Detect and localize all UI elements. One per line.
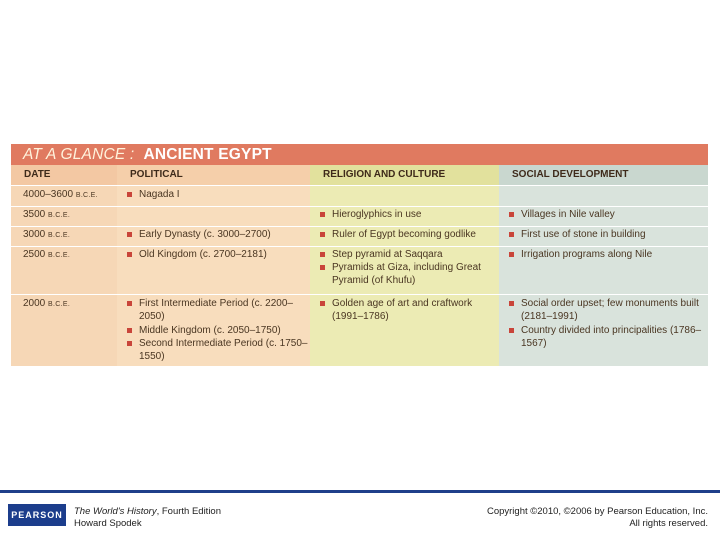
header-religion: RELIGION AND CULTURE <box>310 165 499 185</box>
date-value: 3500 <box>23 209 46 220</box>
date-value: 3000 <box>23 229 46 240</box>
date-era: B.C.E. <box>48 212 71 219</box>
bullet-icon <box>127 252 132 257</box>
row-divider <box>11 294 708 295</box>
footer-book-info <box>74 506 221 530</box>
bullet-icon <box>127 192 132 197</box>
book-author: Howard Spodek <box>74 518 142 529</box>
social-entry: First use of stone in building <box>521 229 646 240</box>
book-title: The World's History <box>74 506 157 517</box>
religion-entry: Pyramids at Giza, including Great Pyramid (of Khufu) <box>332 262 481 287</box>
date-cell <box>23 248 70 262</box>
date-value: 2000 <box>23 298 46 309</box>
religion-entry: Golden age of art and craftwork (1991–1786) <box>332 298 473 322</box>
bullet-icon <box>320 265 325 270</box>
religion-entry: Step pyramid at Saqqara <box>332 249 443 260</box>
table-banner <box>11 144 708 165</box>
political-entry: Nagada I <box>139 189 180 200</box>
rights-text: All rights reserved. <box>629 518 708 529</box>
pearson-logo: PEARSON <box>8 504 66 526</box>
row-divider <box>11 185 708 186</box>
banner-title: ANCIENT EGYPT <box>143 146 272 163</box>
bullet-icon <box>320 252 325 257</box>
copyright-text: Copyright ©2010, ©2006 by Pearson Education, Inc. <box>486 506 708 517</box>
banner-text <box>23 145 272 164</box>
bullet-icon <box>509 328 514 333</box>
date-cell <box>23 208 70 222</box>
date-cell <box>23 188 98 202</box>
date-value: 2500 <box>23 249 46 260</box>
header-social: SOCIAL DEVELOPMENT <box>499 165 708 185</box>
date-value: 4000–3600 <box>23 189 74 200</box>
bullet-icon <box>509 252 514 257</box>
header-political: POLITICAL <box>117 165 310 185</box>
footer-copyright <box>487 506 708 530</box>
header-date: DATE <box>11 165 117 185</box>
book-edition: , Fourth Edition <box>156 506 221 517</box>
bullet-icon <box>320 301 325 306</box>
bullet-icon <box>320 212 325 217</box>
date-era: B.C.E. <box>48 252 71 259</box>
footer-title-line <box>74 506 221 518</box>
date-era: B.C.E. <box>48 232 71 239</box>
political-entry: Middle Kingdom (c. 2050–1750) <box>139 324 281 336</box>
bullet-icon <box>509 232 514 237</box>
at-a-glance-table <box>11 144 708 366</box>
political-entry: Second Intermediate Period (c. 1750–1550) <box>139 337 308 362</box>
social-entry: Irrigation programs along Nile <box>521 249 653 260</box>
religion-entry: Ruler of Egypt becoming godlike <box>332 229 476 240</box>
table-grid <box>11 165 708 366</box>
social-entry: Villages in Nile valley <box>521 209 615 220</box>
row-divider <box>11 206 708 207</box>
bullet-icon <box>127 301 132 306</box>
religion-entry: Hieroglyphics in use <box>332 209 422 220</box>
social-entry: Country divided into principalities (1786–1567) <box>521 324 702 349</box>
banner-prefix: AT A GLANCE : <box>23 146 135 163</box>
date-era: B.C.E. <box>48 301 71 308</box>
footer-divider <box>0 490 720 493</box>
date-era: B.C.E. <box>75 192 98 199</box>
bullet-icon <box>509 212 514 217</box>
date-cell <box>23 228 70 242</box>
bullet-icon <box>127 328 132 333</box>
political-entry: First Intermediate Period (c. 2200–2050) <box>139 298 293 322</box>
date-cell <box>23 297 70 311</box>
bullet-icon <box>127 232 132 237</box>
bullet-icon <box>509 301 514 306</box>
row-divider <box>11 246 708 247</box>
bullet-icon <box>127 341 132 346</box>
political-entry: Early Dynasty (c. 3000–2700) <box>139 229 271 240</box>
social-entry: Social order upset; few monuments built (2181–1991) <box>521 298 699 322</box>
political-entry: Old Kingdom (c. 2700–2181) <box>139 249 267 260</box>
bullet-icon <box>320 232 325 237</box>
row-divider <box>11 226 708 227</box>
